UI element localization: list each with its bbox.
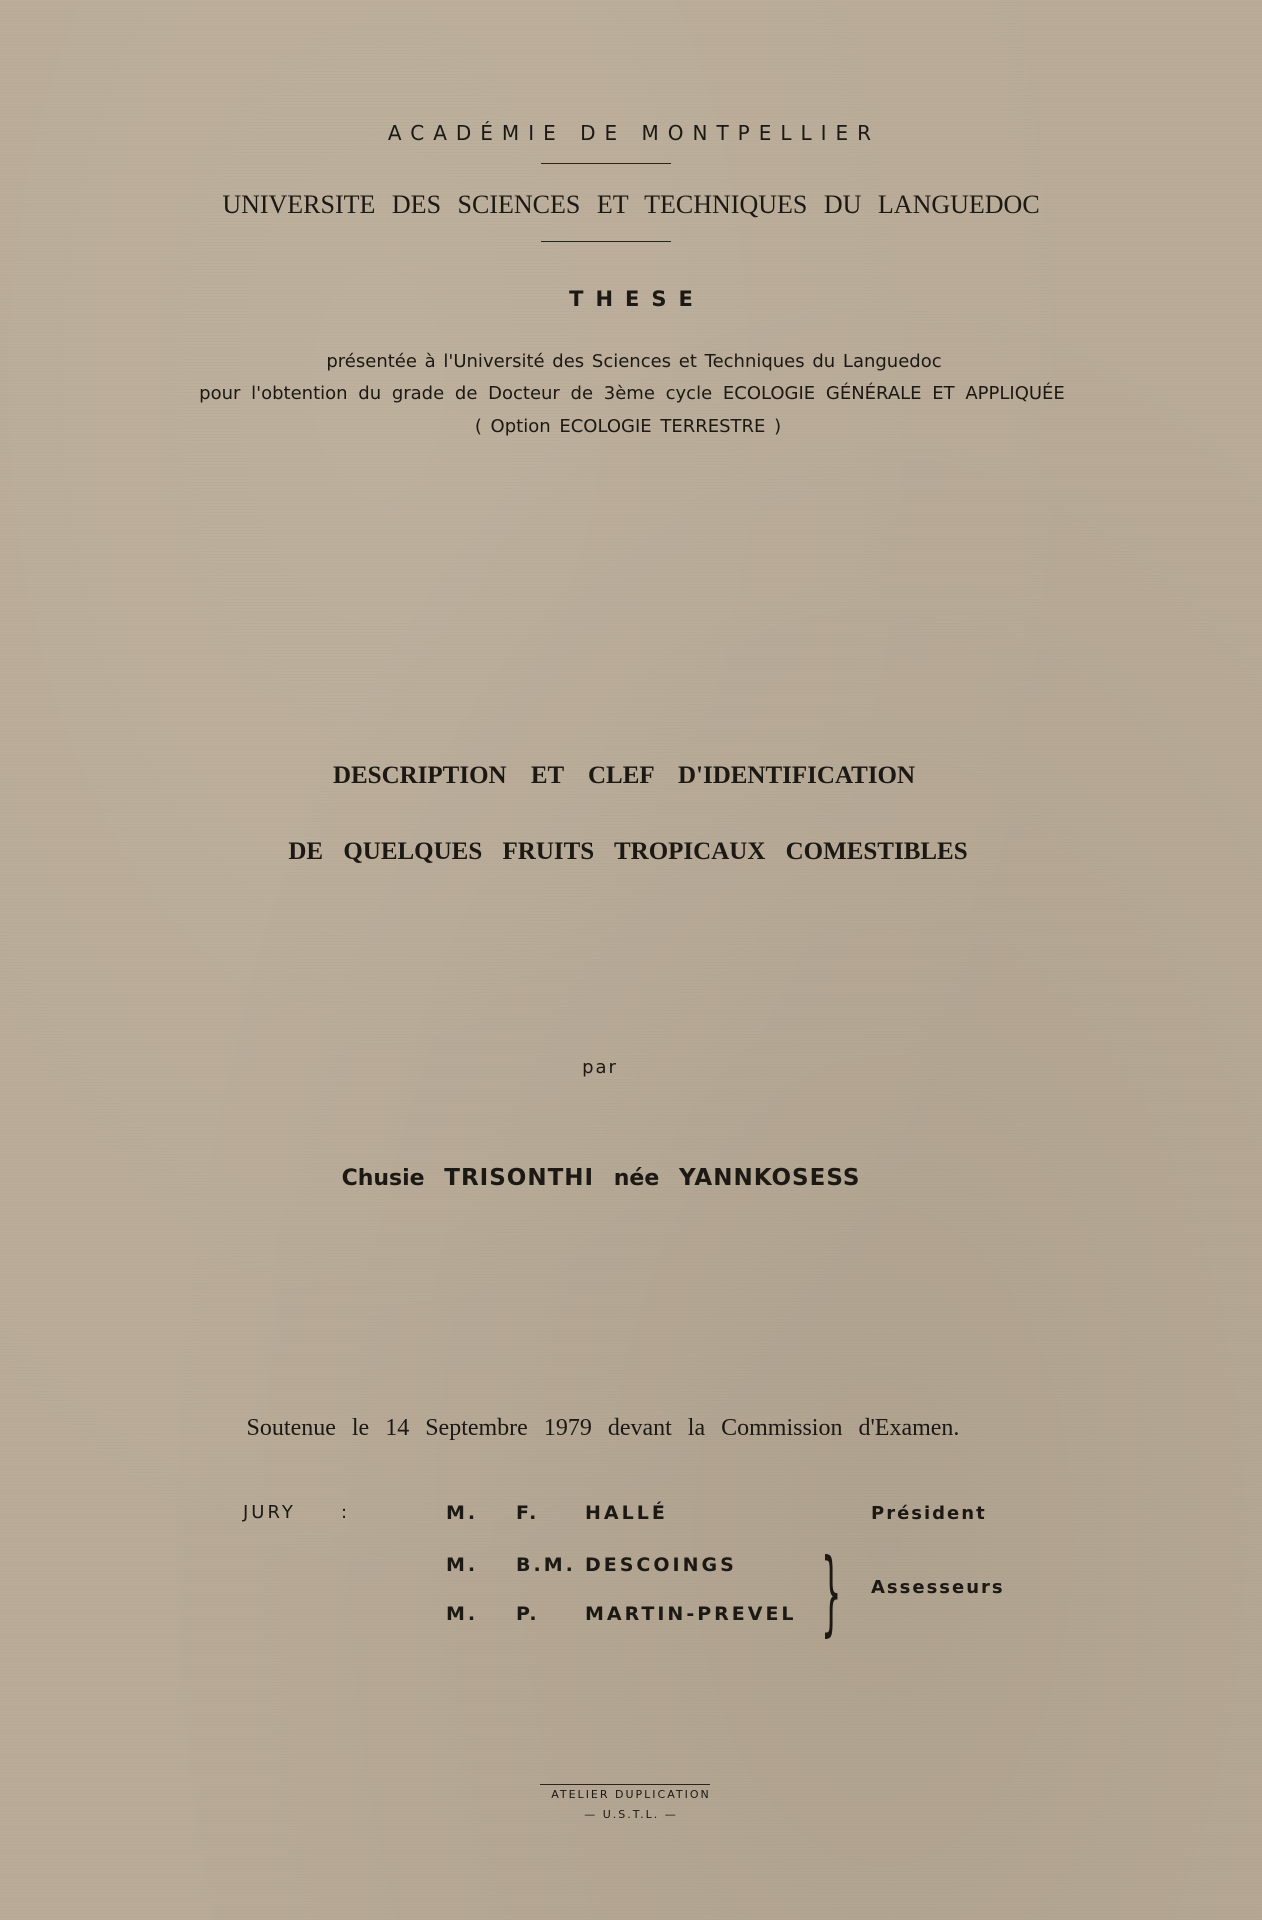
jury-member-3-title: M.: [446, 1603, 479, 1625]
jury-member-1-title: M.: [446, 1502, 479, 1524]
academie-heading: ACADÉMIE DE MONTPELLIER: [387, 121, 881, 145]
par-text: par: [582, 1057, 618, 1078]
defense-text: Soutenue le 14 Septembre 1979 devant la Commission d'Examen.: [246, 1415, 960, 1441]
author-maiden-name: YANNKOSESS: [678, 1165, 861, 1191]
these-heading: THESE: [569, 287, 705, 311]
author-nee: née: [613, 1166, 660, 1191]
president-label: Président: [871, 1503, 987, 1524]
presentee-text: présentée à l'Université des Sciences et Techniques du Languedoc: [326, 351, 942, 372]
jury-member-1-name: HALLÉ: [585, 1502, 668, 1524]
author-line: [0, 1165, 1232, 1191]
obtention-text: pour l'obtention du grade de Docteur de 3ème cycle ECOLOGIE GÉNÉRALE ET APPLIQUÉE: [199, 383, 1065, 404]
jury-member-2-name: DESCOINGS: [585, 1554, 737, 1576]
jury-member-3-initials: P.: [516, 1603, 540, 1625]
university-name: UNIVERSITE DES SCIENCES ET TECHNIQUES DU LANGUEDOC: [222, 190, 1040, 219]
assessor-brace: }: [821, 1539, 842, 1646]
thesis-title-line1: DESCRIPTION ET CLEF D'IDENTIFICATION: [332, 762, 916, 789]
jury-member-2-initials: B.M.: [516, 1554, 576, 1576]
jury-member-3-name: MARTIN-PREVEL: [585, 1603, 797, 1625]
ustl-text: — U.S.T.L. —: [584, 1808, 678, 1821]
author-surname: TRISONTHI: [444, 1165, 595, 1191]
divider-university: [541, 241, 671, 242]
option-text: ( Option ECOLOGIE TERRESTRE ): [474, 416, 782, 437]
jury-member-2-title: M.: [446, 1554, 479, 1576]
divider-top: [541, 163, 671, 164]
assesseurs-label: Assesseurs: [871, 1577, 1005, 1598]
atelier-text: ATELIER DUPLICATION: [551, 1788, 711, 1801]
thesis-title-line2: DE QUELQUES FRUITS TROPICAUX COMESTIBLES: [288, 838, 968, 865]
jury-label: JURY: [243, 1502, 296, 1523]
atelier-divider: [540, 1784, 710, 1785]
jury-member-1-initials: F.: [516, 1502, 540, 1524]
jury-colon: :: [341, 1502, 348, 1523]
author-first-name: Chusie: [341, 1166, 425, 1191]
